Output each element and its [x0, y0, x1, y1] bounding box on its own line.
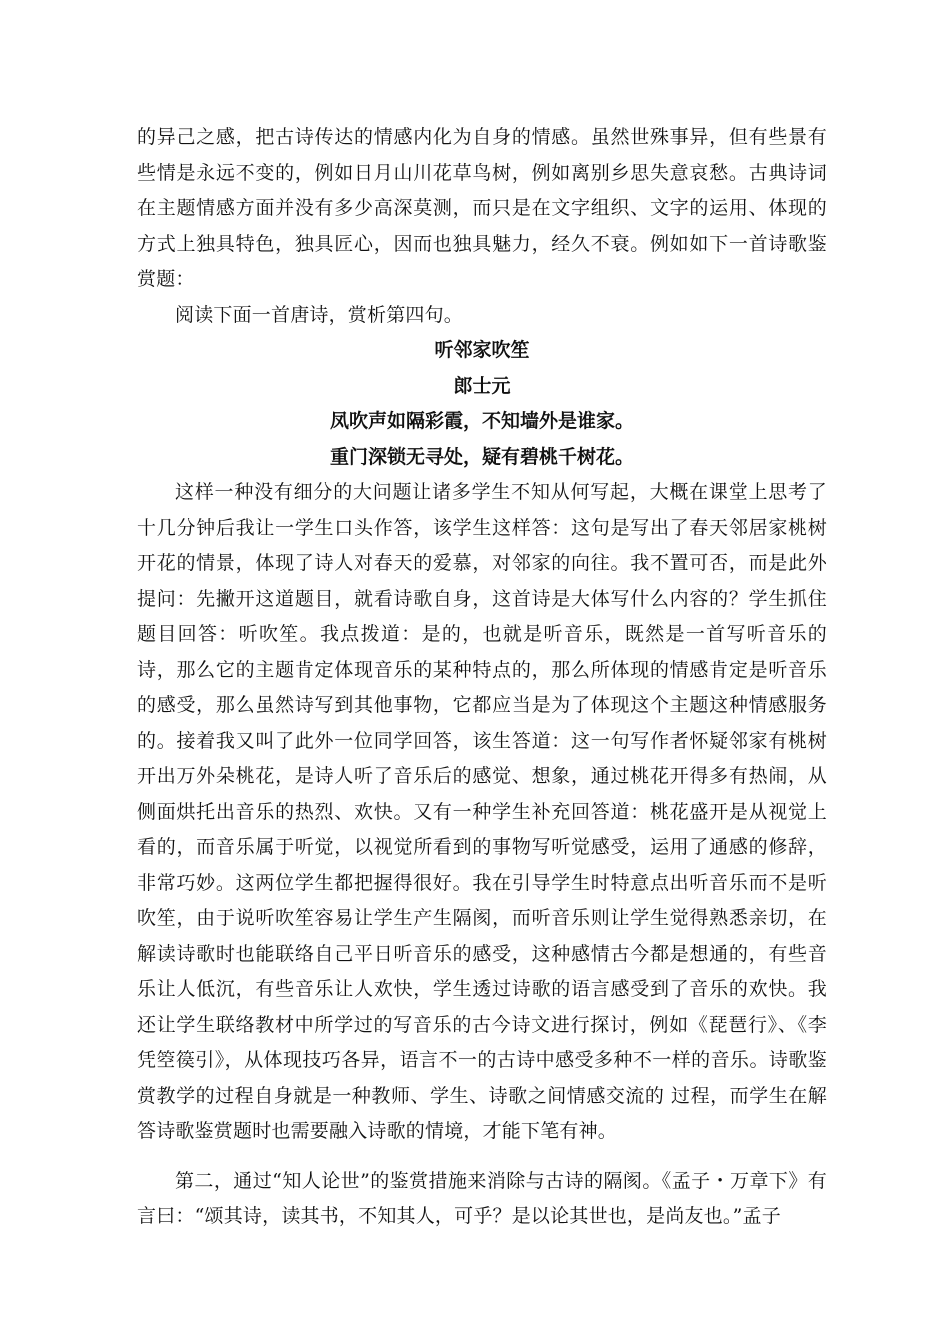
- paragraph-discussion: 这样一种没有细分的大问题让诸多学生不知从何写起，大概在课堂上思考了十几分钟后我让一学生口头作答，该学生这样答：这句是写出了春天邻居家桃树开花的情景，体现了诗人对春天的爱慕，对邻家的向往。我不置可否，而是此外提问：先撇开这道题目，就看诗歌自身，这首诗是大体写什么内容的？学生抓住题目回答：听吹笙。我点拨道：是的，也就是听音乐，既然是一首写听音乐的诗，那么它的主题肯定体现音乐的某种特点的，那么所体现的情感肯定是听音乐的感受，那么虽然诗写到其他事物，它都应当是为了体现这个主题这种情感服务的。接着我又叫了此外一位同学回答，该生答道：这一句写作者怀疑邻家有桃树开出万外朵桃花，是诗人听了音乐后的感觉、想象，通过桃花开得多有热闹，从侧面烘托出音乐的热烈、欢快。又有一种学生补充回答道：桃花盛开是从视觉上看的，而音乐属于听觉，以视觉所看到的事物写听觉感受，运用了通感的修辞，非常巧妙。这两位学生都把握得很好。我在引导学生时特意点出听音乐而不是听吹笙，由于说听吹笙容易让学生产生隔阂，而听音乐则让学生觉得熟悉亲切，在解读诗歌时也能联络自己平日听音乐的感受，这种感情古今都是想通的，有些音乐让人低沉，有些音乐让人欢快，学生透过诗歌的语言感受到了音乐的欢快。我还让学生联络教材中所学过的写音乐的古今诗文进行探讨，例如《琵琶行》、《李凭箜篌引》，从体现技巧各异，语言不一的古诗中感受多种不一样的音乐。诗歌鉴赏教学的过程自身就是一种教师、学生、诗歌之间情感交流的 过程，而学生在解答诗歌鉴赏题时也需要融入诗歌的情境，才能下笔有神。: [137, 481, 827, 1142]
- poem-line-2: 重门深锁无寻处，疑有碧桃千树花。: [329, 445, 634, 468]
- document-page: [137, 120, 827, 1235]
- poem-line-1: 凤吹声如隔彩霞，不知墙外是谁家。: [329, 410, 634, 432]
- paragraph-gap: [137, 1150, 827, 1164]
- poem-author: 郎士元: [453, 374, 511, 397]
- paragraph-intro: 的异己之感，把古诗传达的情感内化为自身的情感。虽然世殊事异，但有些景有些情是永远不变的，例如日月山川花草鸟树，例如离别乡思失意哀愁。古典诗词在主题情感方面并没有多少高深莫测，而只是在文字组织、文字的运用、体现的方式上独具特色，独具匠心，因而也独具魅力，经久不衰。例如如下一首诗歌鉴赏题：: [137, 126, 827, 290]
- poem-block: [137, 333, 827, 475]
- poem-title: 听邻家吹笙: [434, 339, 530, 361]
- paragraph-question-prompt: 阅读下面一首唐诗，赏析第四句。: [175, 303, 464, 326]
- paragraph-second-point: 第二，通过“知人论世”的鉴赏措施来消除与古诗的隔阂。《孟子・万章下》有言曰：“颂其诗，读其书，不知其人，可乎？是以论其世也，是尚友也。”孟子: [137, 1169, 827, 1227]
